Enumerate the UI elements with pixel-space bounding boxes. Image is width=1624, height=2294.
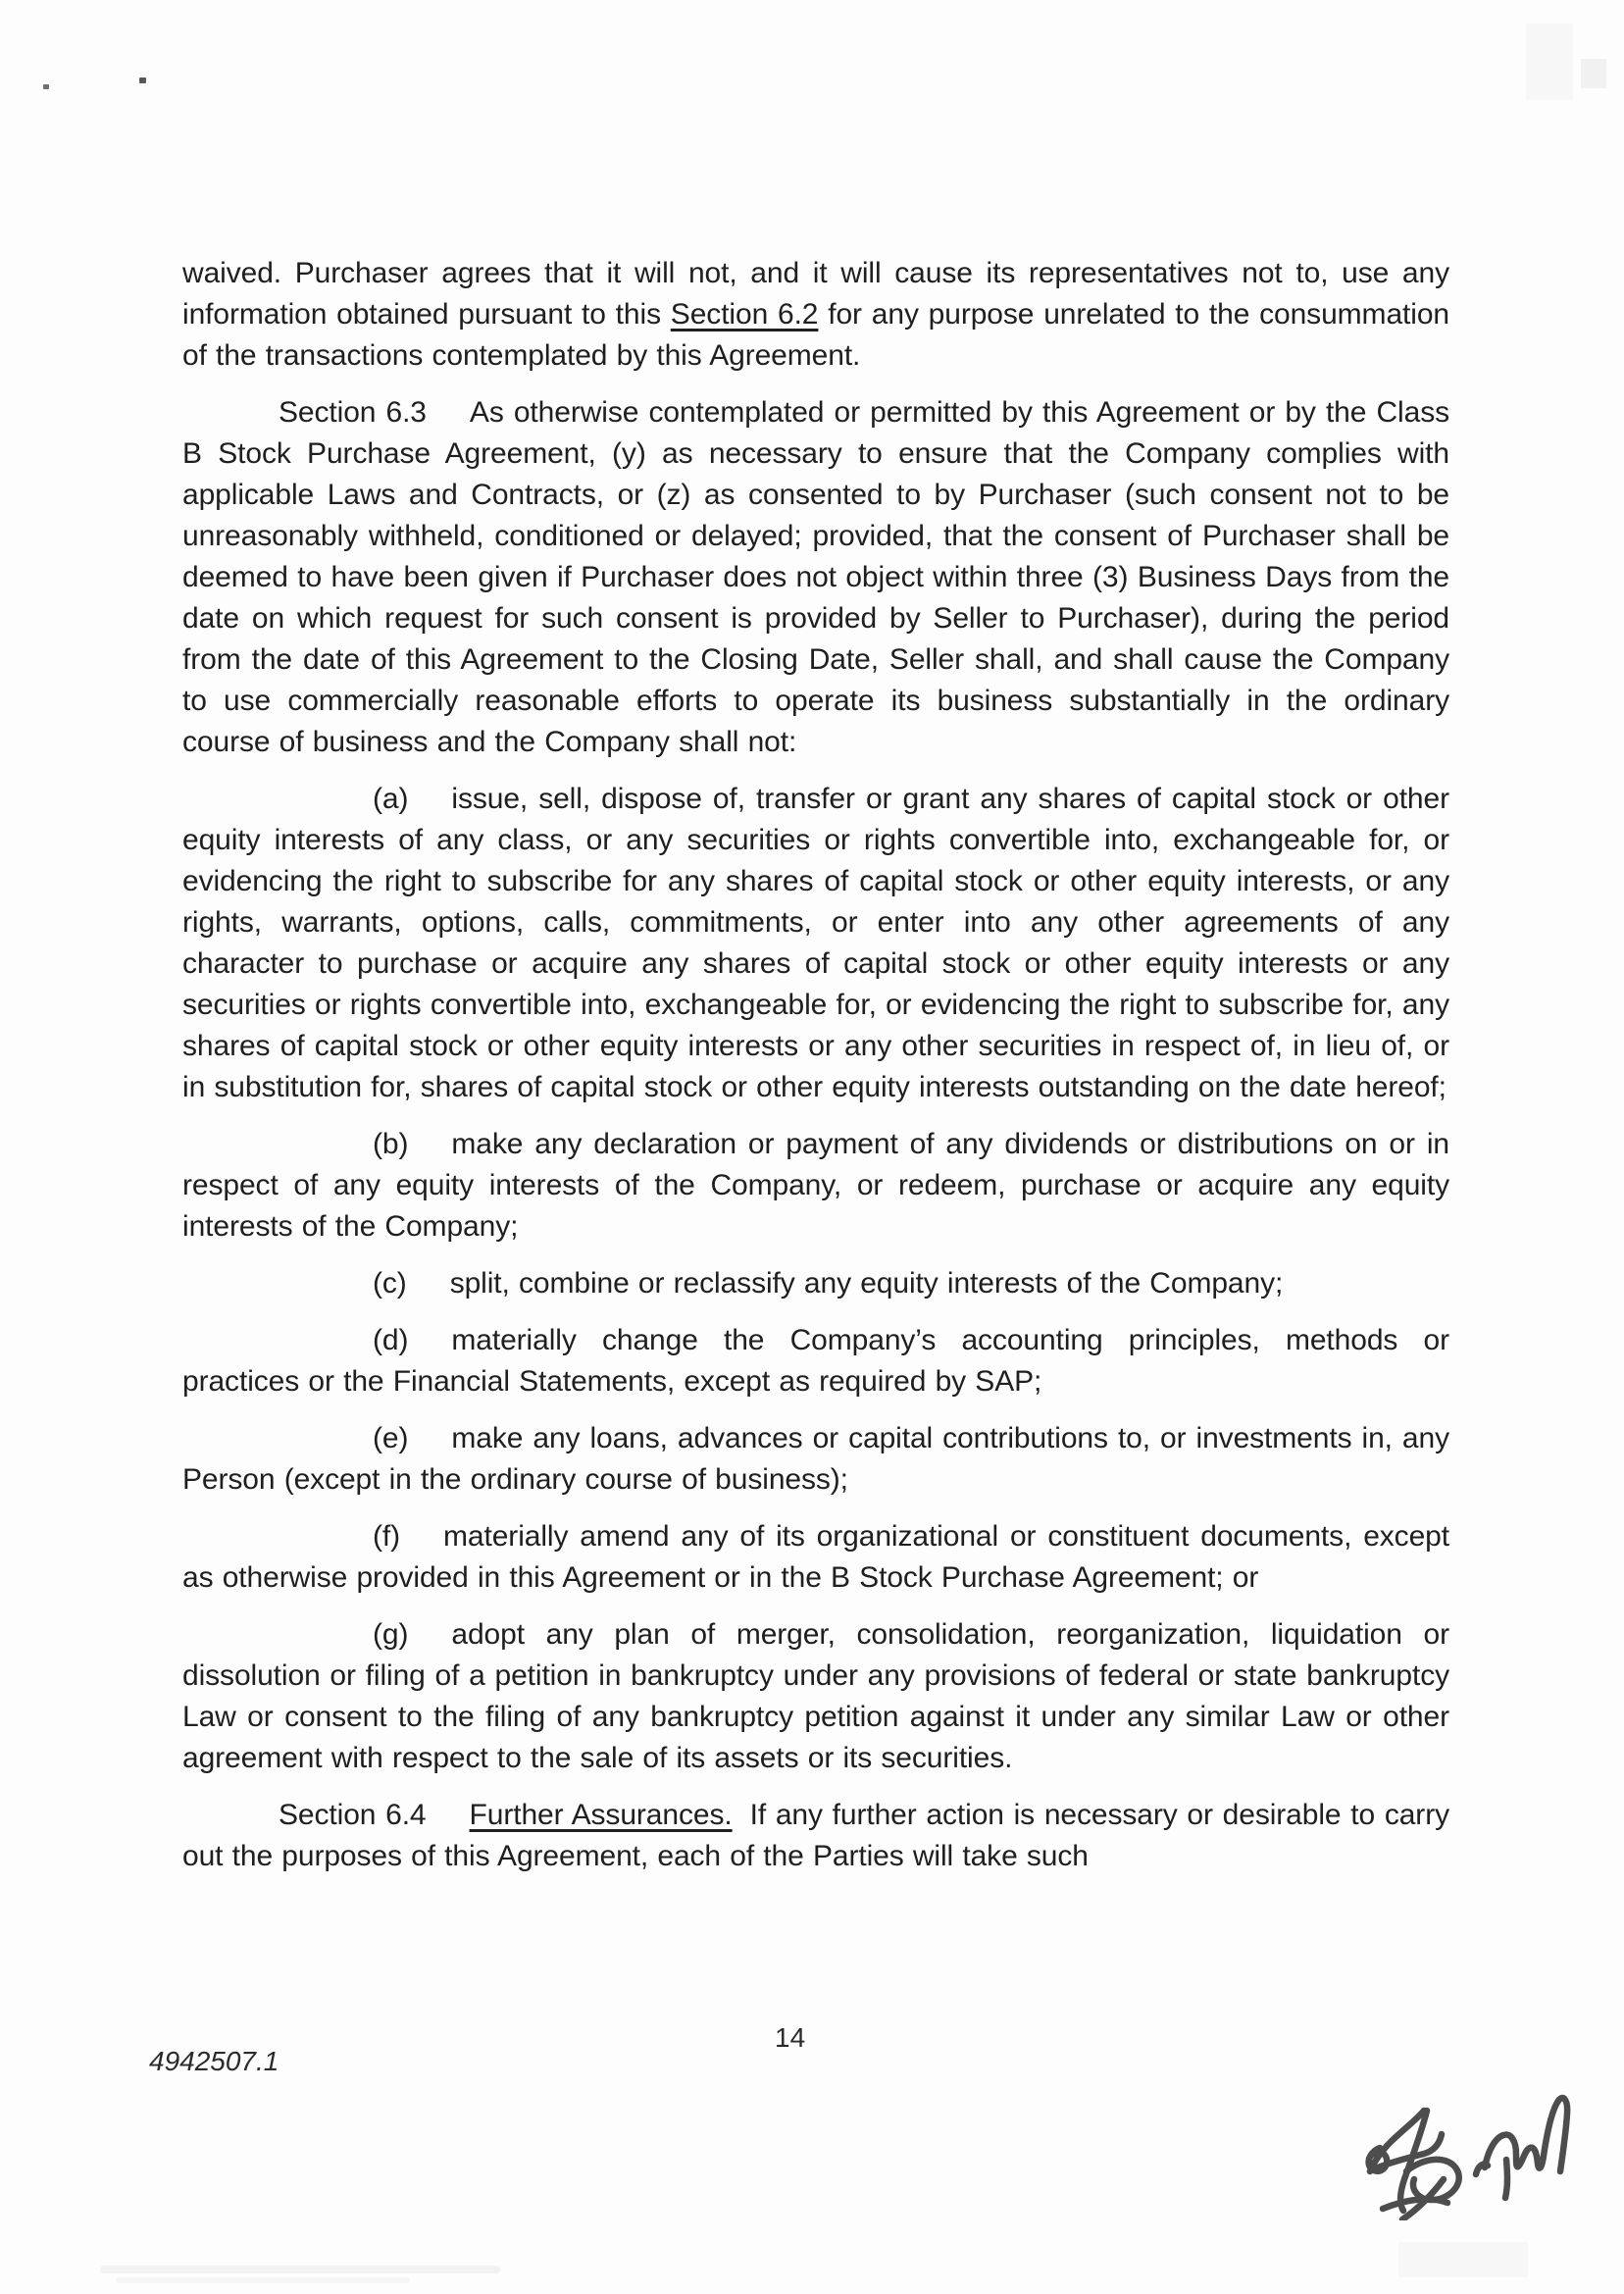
section-6-4-label: Section 6.4 <box>279 1799 427 1831</box>
subsection-e-label: (e) <box>373 1422 409 1454</box>
scan-speck <box>43 84 49 89</box>
subsection-f-text: materially amend any of its organizational or constituent documents, except as otherwise provided in this Agreement or in the B Stock Purchase Agreement; or <box>182 1520 1449 1594</box>
subsection-d-paragraph <box>182 1320 1449 1402</box>
subsection-b-label: (b) <box>373 1128 409 1160</box>
subsection-b-paragraph <box>182 1124 1449 1248</box>
subsection-g-paragraph <box>182 1614 1449 1779</box>
subsection-c-text: split, combine or reclassify any equity interests of the Company; <box>449 1267 1284 1300</box>
intro-text-before-reference: waived. Purchaser agrees that it will not, and it will cause its representatives not to, use any information obtained pursuant to this <box>182 257 1449 331</box>
section-6-4-heading: Further Assurances. <box>469 1799 733 1831</box>
subsection-f-label: (f) <box>373 1520 401 1553</box>
section-6-3-label: Section 6.3 <box>279 396 427 429</box>
section-6-4-body: If any further action is necessary or desirable to carry out the purposes of this Agreement, each of the Parties will take such <box>182 1799 1449 1872</box>
subsection-d-text: materially change the Company’s accounting principles, methods or practices or the Financial Statements, except as required by SAP; <box>182 1324 1449 1398</box>
subsection-a-text: issue, sell, dispose of, transfer or grant any shares of capital stock or other equity interests of any class, or any securities or rights convertible into, exchangeable for, or evidencing the right to subscribe for any shares of capital stock or other equity interests, or any rights, warrants, options, calls, commitments, or enter into any other agreements of any character to purchase or acquire any shares of capital stock or other equity interests or any securities or rights convertible into, exchangeable for, or evidencing the right to subscribe for, any shares of capital stock or other equity interests or any other securities in respect of, in lieu of, or in substitution for, shares of capital stock or other equity interests outstanding on the date hereof; <box>182 783 1449 1103</box>
subsection-g-text: adopt any plan of merger, consolidation, reorganization, liquidation or dissolution or filing of a petition in bankruptcy under any provisions of federal or state bankruptcy Law or consent to the filing of any bankruptcy petition against it under any similar Law or other agreement with respect to the sale of its assets or its securities. <box>182 1618 1449 1774</box>
intro-text-after-reference: for any purpose unrelated to the consummation of the transactions contemplated by this Agreement. <box>182 298 1449 372</box>
body-text-block <box>182 253 1449 1877</box>
handwritten-initials-signature <box>1351 2081 1579 2220</box>
subsection-g-label: (g) <box>373 1618 409 1651</box>
section-6-2-cross-reference: Section 6.2 <box>670 298 819 331</box>
subsection-e-paragraph <box>182 1418 1449 1501</box>
scan-smudge <box>1581 59 1606 88</box>
subsection-c-paragraph <box>182 1263 1449 1304</box>
scan-smudge <box>100 2266 500 2273</box>
subsection-b-text: make any declaration or payment of any dividends or distributions on or in respect of any equity interests of the Company, or redeem, purchase or acquire any equity interests of the Company; <box>182 1128 1449 1243</box>
signature-stroke <box>1485 2098 1567 2171</box>
scan-speck <box>139 77 146 83</box>
page-number: 14 <box>775 2022 806 2053</box>
scan-smudge <box>1398 2242 1528 2277</box>
subsection-d-label: (d) <box>373 1324 409 1356</box>
document-control-number: 4942507.1 <box>149 2046 279 2076</box>
scan-smudge <box>116 2277 410 2283</box>
scan-smudge <box>1526 24 1573 100</box>
section-6-4-paragraph <box>182 1795 1449 1877</box>
subsection-f-paragraph <box>182 1516 1449 1599</box>
subsection-a-paragraph <box>182 779 1449 1108</box>
section-6-3-paragraph <box>182 392 1449 763</box>
signature-stroke <box>1505 2160 1507 2198</box>
intro-paragraph <box>182 253 1449 377</box>
subsection-a-label: (a) <box>373 783 409 815</box>
section-6-3-body: As otherwise contemplated or permitted by this Agreement or by the Class B Stock Purchase Agreement, (y) as necessary to ensure that the Company complies with applicable Laws and Contracts, or (z) as consented to by Purchaser (such consent not to be unreasonably withheld, conditioned or delayed; provided, that the consent of Purchaser shall be deemed to have been given if Purchaser does not object within three (3) Business Days from the date on which request for such consent is provided by Seller to Purchaser), during the period from the date of this Agreement to the Closing Date, Seller shall, and shall cause the Company to use commercially reasonable efforts to operate its business substantially in the ordinary course of business and the Company shall not: <box>182 396 1449 758</box>
subsection-c-label: (c) <box>373 1267 407 1300</box>
subsection-e-text: make any loans, advances or capital contributions to, or investments in, any Person (except in the ordinary course of business); <box>182 1422 1449 1496</box>
